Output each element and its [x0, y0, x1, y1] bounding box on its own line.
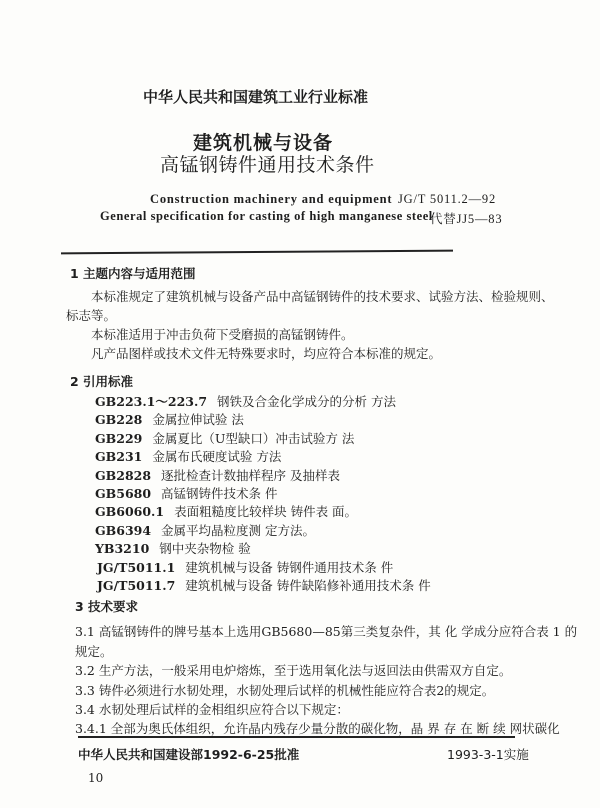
effective-date: 1993-3-1实施 [447, 747, 529, 762]
reference-title: 金属布氏硬度试验 方法 [152, 449, 282, 465]
replaces-code: 代替JJ5—83 [430, 212, 503, 226]
reference-title: 钢中夹杂物检 验 [159, 541, 251, 557]
approval-text: 中华人民共和国建设部1992-6-25批准 [78, 747, 300, 762]
reference-item [97, 576, 431, 594]
reference-code: GB228 [95, 412, 143, 428]
section-2-heading: 2 引用标准 [70, 374, 134, 389]
reference-code: GB6394 [95, 522, 152, 538]
reference-item [95, 466, 340, 484]
reference-code: YB3210 [95, 541, 150, 557]
reference-code: GB6060.1 [95, 504, 165, 520]
reference-title: 表面粗糙度比较样块 铸件表 面。 [174, 504, 358, 520]
reference-code: JG/T5011.1 [97, 559, 176, 575]
header-rule [61, 250, 453, 255]
paragraph-line: 3.2 生产方法，一般采用电炉熔炼，至于选用氧化法与返回法由供需双方自定。 [75, 663, 512, 678]
page-number: 10 [88, 771, 104, 785]
paragraph-line: 3.1 高锰钢铸件的牌号基本上选用GB5680—85第三类复杂件，其 化 学成分应符合表 1 的 [75, 624, 578, 639]
paragraph-line: 本标准规定了建筑机械与设备产品中高锰钢铸件的技术要求、试验方法、检验规则、 [91, 289, 554, 304]
reference-item [97, 558, 393, 576]
english-title-1: Construction machinery and equipment [150, 192, 393, 206]
reference-item [95, 539, 251, 557]
footer-rule [78, 736, 515, 738]
standard-code: JG/T 5011.2—92 [398, 192, 497, 206]
reference-code: GB5680 [95, 486, 152, 501]
reference-title: 金属拉伸试验 法 [152, 412, 244, 428]
title-line-1: 建筑机械与设备 [193, 132, 334, 154]
paragraph-line: 本标准适用于冲击负荷下受磨损的高锰钢铸件。 [91, 327, 354, 342]
reference-title: 金属平均晶粒度测 定方法。 [161, 522, 316, 538]
reference-code: GB2828 [95, 467, 152, 483]
section-3-heading: 3 技术要求 [75, 599, 139, 614]
reference-title: 建筑机械与设备 铸件缺陷修补通用技术条 件 [185, 578, 431, 593]
paragraph-line: 凡产品图样或技术文件无特殊要求时，均应符合本标准的规定。 [91, 346, 442, 361]
paragraph-line: 标志等。 [66, 308, 117, 323]
title-line-2: 高锰钢铸件通用技术条件 [160, 154, 375, 176]
section-1-heading: 1 主题内容与适用范围 [70, 266, 196, 281]
reference-item [95, 410, 244, 428]
reference-code: JG/T5011.7 [97, 578, 176, 593]
reference-item [95, 447, 281, 465]
english-title-2: General specification for casting of high manganese steel [100, 209, 433, 223]
reference-code: GB229 [95, 430, 143, 446]
paragraph-line: 3.4 水韧处理后试样的金相组织应符合以下规定： [75, 702, 349, 717]
reference-item [95, 484, 278, 502]
reference-title: 逐批检查计数抽样程序 及抽样表 [161, 467, 341, 483]
reference-code: GB231 [95, 449, 143, 465]
reference-title: 钢铁及合金化学成分的分析 方法 [217, 394, 397, 409]
paragraph-line: 规定。 [75, 644, 113, 659]
reference-title: 金属夏比（U型缺口）冲击试验方 法 [152, 430, 355, 446]
reference-item [95, 392, 396, 410]
reference-title: 建筑机械与设备 铸钢件通用技术条 件 [185, 559, 394, 575]
paragraph-line: 3.3 铸件必须进行水韧处理，水韧处理后试样的机械性能应符合表2的规定。 [75, 683, 495, 698]
reference-item [95, 521, 315, 539]
reference-code: GB223.1～223.7 [95, 394, 208, 409]
paragraph-line: 3.4.1 全部为奥氏体组织，允许晶内残存少量分散的碳化物，晶 界 存 在 断 续 网状碳化 [75, 721, 560, 736]
reference-item [95, 502, 357, 520]
reference-title: 高锰钢铸件技术条 件 [161, 486, 278, 501]
reference-item [95, 429, 354, 447]
issuer: 中华人民共和国建筑工业行业标准 [143, 88, 369, 106]
